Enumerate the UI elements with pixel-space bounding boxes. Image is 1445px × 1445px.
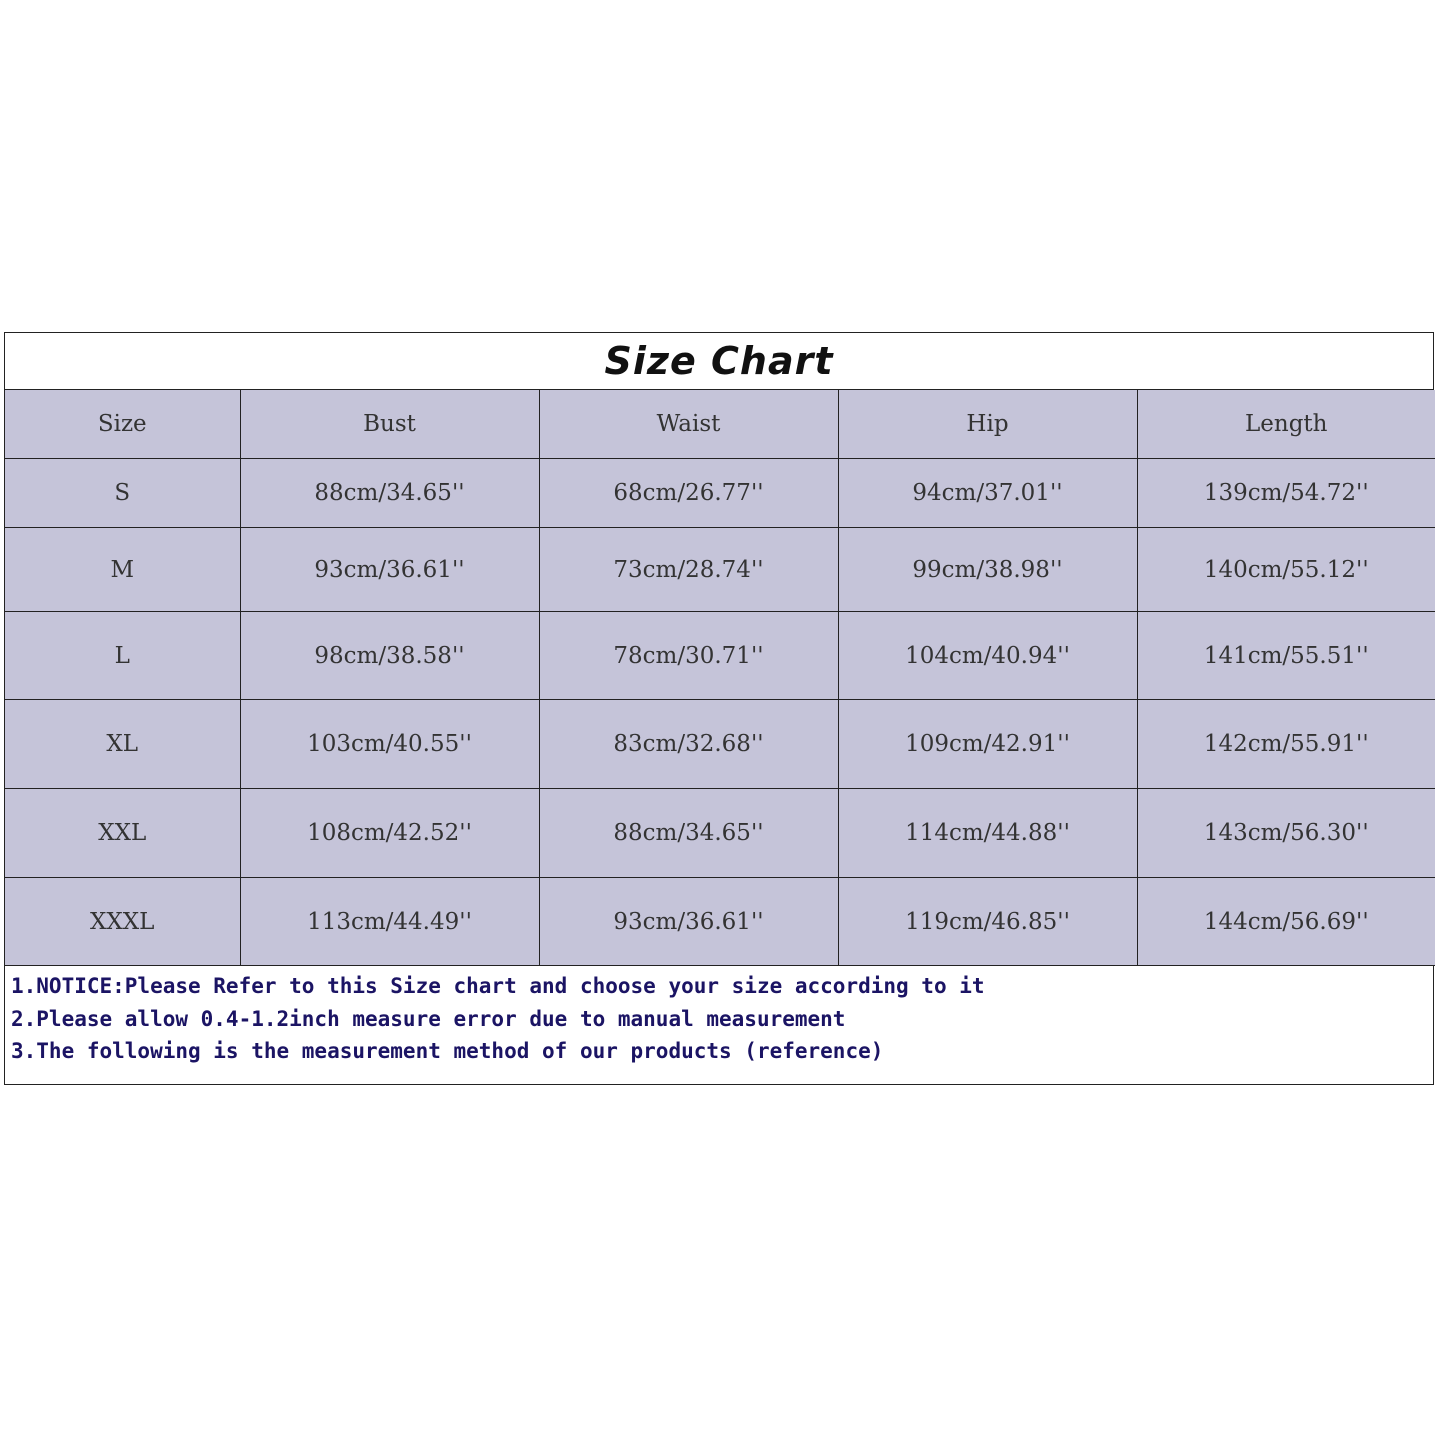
table-row (5, 459, 1435, 528)
notice-note: 1.NOTICE:Please Refer to this Size chart and choose your size according to it (11, 974, 985, 998)
measure-error-note: 2.Please allow 0.4-1.2inch measure error due to manual measurement (11, 1006, 846, 1031)
cell-hip: 104cm/40.94'' (838, 612, 1137, 700)
header-hip: Hip (838, 390, 1137, 459)
header-size: Size (5, 390, 240, 459)
cell-bust: 113cm/44.49'' (240, 878, 539, 966)
notes-section (5, 966, 1433, 1068)
cell-length: 143cm/56.30'' (1137, 789, 1435, 878)
measurement-method-note: 3.The following is the measurement method of our products (reference) (11, 1039, 884, 1063)
size-chart-title: Size Chart (5, 333, 1433, 390)
cell-length: 141cm/55.51'' (1137, 612, 1435, 700)
size-chart (4, 332, 1434, 1085)
header-bust: Bust (240, 390, 539, 459)
cell-size: XL (5, 700, 240, 789)
cell-hip: 99cm/38.98'' (838, 528, 1137, 612)
table-row (5, 878, 1435, 966)
cell-bust: 98cm/38.58'' (240, 612, 539, 700)
cell-bust: 93cm/36.61'' (240, 528, 539, 612)
table-row (5, 612, 1435, 700)
cell-hip: 109cm/42.91'' (838, 700, 1137, 789)
cell-waist: 73cm/28.74'' (539, 528, 838, 612)
cell-length: 142cm/55.91'' (1137, 700, 1435, 789)
cell-hip: 94cm/37.01'' (838, 459, 1137, 528)
cell-hip: 114cm/44.88'' (838, 789, 1137, 878)
cell-bust: 88cm/34.65'' (240, 459, 539, 528)
table-row (5, 789, 1435, 878)
cell-length: 139cm/54.72'' (1137, 459, 1435, 528)
cell-hip: 119cm/46.85'' (838, 878, 1137, 966)
size-table (5, 390, 1435, 966)
cell-waist: 68cm/26.77'' (539, 459, 838, 528)
table-row (5, 700, 1435, 789)
cell-size: XXL (5, 789, 240, 878)
cell-length: 140cm/55.12'' (1137, 528, 1435, 612)
cell-waist: 88cm/34.65'' (539, 789, 838, 878)
cell-size: L (5, 612, 240, 700)
cell-size: S (5, 459, 240, 528)
cell-length: 144cm/56.69'' (1137, 878, 1435, 966)
cell-size: M (5, 528, 240, 612)
cell-waist: 78cm/30.71'' (539, 612, 838, 700)
table-header-row (5, 390, 1435, 459)
cell-bust: 103cm/40.55'' (240, 700, 539, 789)
cell-bust: 108cm/42.52'' (240, 789, 539, 878)
cell-waist: 83cm/32.68'' (539, 700, 838, 789)
table-row (5, 528, 1435, 612)
header-length: Length (1137, 390, 1435, 459)
cell-size: XXXL (5, 878, 240, 966)
header-waist: Waist (539, 390, 838, 459)
cell-waist: 93cm/36.61'' (539, 878, 838, 966)
